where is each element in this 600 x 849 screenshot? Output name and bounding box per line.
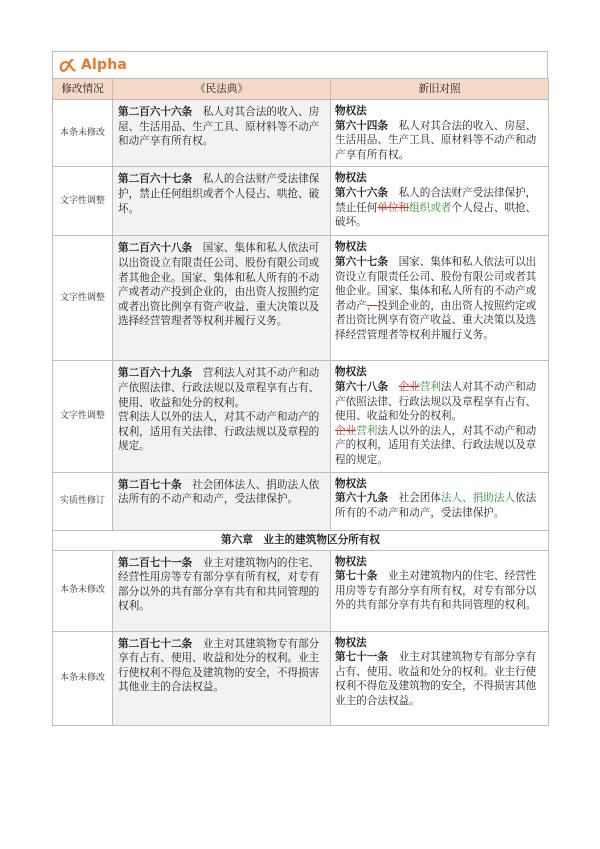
article-number: 第二百七十二条 <box>118 637 193 650</box>
alpha-logo-icon <box>59 57 77 73</box>
law-name: 物权法 <box>335 241 367 254</box>
new-article-cell <box>113 167 331 236</box>
status-cell: 实质性修订 <box>53 472 113 530</box>
article-number: 第二百六十九条 <box>118 367 193 380</box>
header-status: 修改情况 <box>53 79 113 100</box>
article-text: 业主对建筑物内的住宅、经营性用房等专有部分享有所有权，对专有部分以外的共有部分享有共有和共同管理的权利。 <box>335 570 537 612</box>
table-row <box>53 100 549 167</box>
added-text: 营利 <box>356 424 378 437</box>
comparison-table <box>52 78 549 726</box>
article-text: 营利法人以外的法人，对其不动产和动产的权利，适用有关法律、行政法规以及章程的规定。 <box>118 411 320 453</box>
new-article-cell <box>113 472 331 530</box>
article-text: 私人的合法财产受法律保护，禁止任何 <box>335 186 537 214</box>
article-text: 业主对其建筑物专有部分享有占有、使用、收益和处分的权利。业主行使权利不得危及建筑物的安全，不得损害其他业主的合法权益。 <box>118 637 320 694</box>
new-article-cell <box>113 236 331 361</box>
article-number: 第二百七十一条 <box>118 556 193 569</box>
new-article-cell <box>113 100 331 167</box>
law-name: 物权法 <box>335 555 367 568</box>
deleted-text: 企业 <box>335 424 357 437</box>
new-article-cell <box>113 631 331 725</box>
chapter-heading: 第六章 业主的建筑物区分所有权 <box>53 530 549 550</box>
old-article-cell <box>331 167 549 236</box>
table-row <box>53 472 549 530</box>
old-article-cell <box>331 472 549 530</box>
old-article-cell <box>331 550 549 631</box>
new-article-cell <box>113 550 331 631</box>
status-cell: 本条未修改 <box>53 631 113 725</box>
article-text: 个人侵占、哄抢、破坏。 <box>335 201 537 229</box>
article-text: 法人对其不动产和动产依照法律、行政法规以及章程享有占有、使用、收益和处分的权利。 <box>335 380 537 423</box>
article-text: 业主对建筑物内的住宅、经营性用房等专有部分享有所有权，对专有部分以外的共有部分享有共有和共同管理的权利。 <box>118 556 320 613</box>
status-cell: 本条未修改 <box>53 550 113 631</box>
status-cell: 文字性调整 <box>53 236 113 361</box>
article-text: 社会团体法人、捐助法人依法所有的不动产和动产，受法律保护。 <box>118 478 320 506</box>
brand-name: Alpha <box>81 57 128 73</box>
law-name: 物权法 <box>335 105 367 117</box>
deleted-text: ， <box>366 299 378 312</box>
article-number: 第六十九条 <box>335 492 388 505</box>
header-civil-code: 《民法典》 <box>113 79 331 100</box>
header-comparison: 新旧对照 <box>331 79 549 100</box>
article-text: 投到企业的，由出资人按照约定或者出资比例享有资产收益、重大决策以及选择经营管理者等权利并履行义务。 <box>335 299 537 341</box>
status-cell: 文字性调整 <box>53 167 113 236</box>
law-name: 物权法 <box>335 636 367 649</box>
old-article-cell <box>331 100 549 167</box>
document-page <box>52 51 548 726</box>
article-text: 社会团体 <box>398 492 441 505</box>
added-text: 组织或者 <box>409 201 452 214</box>
article-text: 国家、集体和私人依法可以出资设立有限责任公司、股份有限公司或者其他企业。国家、集体和私人所有的不动产或者动产 <box>335 255 537 312</box>
article-number: 第六十七条 <box>335 255 388 268</box>
table-row <box>53 236 549 361</box>
new-article-cell <box>113 361 331 472</box>
article-number: 第七十一条 <box>335 651 388 664</box>
article-number: 第二百七十条 <box>118 478 182 491</box>
article-number: 第六十六条 <box>335 186 388 199</box>
law-name: 物权法 <box>335 477 367 490</box>
article-text: 私人对其合法的收入、房屋、生活用品、生产工具、原材料等不动产和动产享有所有权。 <box>335 119 537 161</box>
table-row <box>53 167 549 236</box>
status-cell: 文字性调整 <box>53 361 113 472</box>
table-row <box>53 550 549 631</box>
article-number: 第二百六十七条 <box>118 173 193 186</box>
article-text: 业主对其建筑物专有部分享有占有、使用、收益和处分的权利。业主行使权利不得危及建筑物的安全，不得损害其他业主的合法权益。 <box>335 651 537 707</box>
chapter-row <box>53 530 549 550</box>
article-text: 营利法人对其不动产和动产依照法律、行政法规以及章程享有占有、使用、收益和处分的权利。 <box>118 367 320 409</box>
article-text: 国家、集体和私人依法可以出资设立有限责任公司、股份有限公司或者其他企业。国家、集体和私人所有的不动产或者动产投到企业的，由出资人按照约定或者出资比例享有资产收益、重大决策以及选择经营管理者等权利并履行义务。 <box>118 242 320 328</box>
old-article-cell <box>331 236 549 361</box>
status-cell: 本条未修改 <box>53 100 113 167</box>
law-name: 物权法 <box>335 366 367 379</box>
old-article-cell <box>331 631 549 725</box>
deleted-text: 企业 <box>398 380 420 393</box>
article-number: 第六十八条 <box>335 380 388 393</box>
table-row <box>53 361 549 472</box>
brand-bar <box>52 51 548 78</box>
article-number: 第七十条 <box>335 570 378 583</box>
article-number: 第二百六十八条 <box>118 242 193 255</box>
article-number: 第二百六十六条 <box>118 106 193 118</box>
table-header-row <box>53 79 549 100</box>
article-text: 法人以外的法人，对其不动产和动产的权利，适用有关法律、行政法规以及章程的规定。 <box>335 424 537 466</box>
article-text: 依法所有的不动产和动产，受法律保护。 <box>335 492 537 519</box>
article-number: 第六十四条 <box>335 119 388 132</box>
table-row <box>53 631 549 725</box>
added-text: 营利 <box>419 380 441 393</box>
law-name: 物权法 <box>335 172 367 185</box>
added-text: 法人、捐助法人 <box>440 492 516 505</box>
article-text: 私人的合法财产受法律保护，禁止任何组织或者个人侵占、哄抢、破坏。 <box>118 173 320 215</box>
article-text: 私人对其合法的收入、房屋、生活用品、生产工具、原材料等不动产和动产享有所有权。 <box>118 106 320 148</box>
deleted-text: 单位和 <box>377 201 410 214</box>
old-article-cell <box>331 361 549 472</box>
